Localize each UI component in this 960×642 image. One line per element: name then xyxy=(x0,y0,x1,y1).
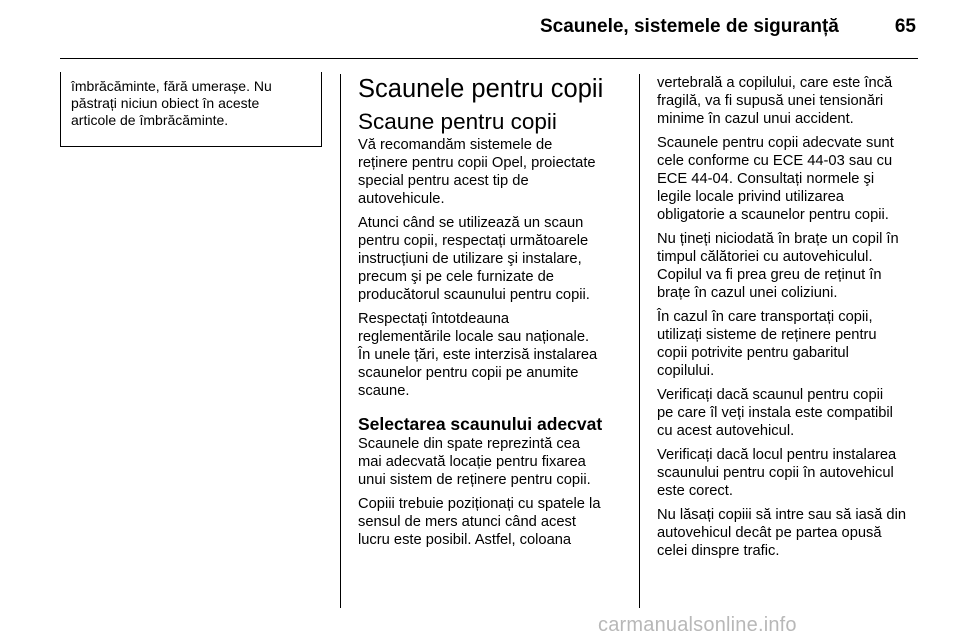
header-rule xyxy=(60,58,918,59)
text-line: În unele țări, este interzisă instalarea xyxy=(358,347,598,363)
paragraph xyxy=(358,310,628,400)
text-line: precum şi pe cele furnizate de xyxy=(358,269,554,285)
text-line: Nu lăsați copiii să intre sau să iasă din xyxy=(657,507,906,523)
header-title: Scaunele, sistemele de siguranță xyxy=(540,16,839,37)
page-number: 65 xyxy=(894,16,916,37)
text-line: instrucțiuni de utilizare şi instalare, xyxy=(358,251,582,267)
text-line: vertebrală a copilului, care este încă xyxy=(657,75,893,91)
text-line: brațe în cazul unei coliziuni. xyxy=(657,285,838,301)
text-line: scaune. xyxy=(358,383,410,399)
text-line: pe care îl veți instala este compatibil xyxy=(657,405,893,421)
text-line: pentru copii, respectați următoarele xyxy=(358,233,589,249)
text-line: mai adecvată locație pentru fixarea xyxy=(358,454,586,470)
text-line: utilizați sisteme de reținere pentru xyxy=(657,327,877,343)
text-line: Nu țineți niciodată în brațe un copil în xyxy=(657,231,899,247)
paragraph xyxy=(358,136,628,208)
text-line: copilului. xyxy=(657,363,715,379)
text-line: producătorul scaunului pentru copii. xyxy=(358,287,590,303)
subheading: Selectarea scaunului adecvat xyxy=(358,414,603,434)
text-line: ECE 44-04. Consultați normele şi xyxy=(657,171,875,187)
text-line: Copilul va fi prea greu de reținut în xyxy=(657,267,882,283)
text-line: Vă recomandăm sistemele de xyxy=(358,137,553,153)
text-line: În cazul în care transportați copii, xyxy=(657,309,873,325)
text-line: cu acest autovehicul. xyxy=(657,423,795,439)
text-line: Scaunele din spate reprezintă cea xyxy=(358,436,581,452)
column-divider xyxy=(639,74,640,608)
page-header xyxy=(0,16,916,38)
subsection-title: Scaune pentru copii xyxy=(358,109,557,134)
text-line: Copiii trebuie poziționați cu spatele la xyxy=(358,496,601,512)
text-line: cele conforme cu ECE 44-03 sau cu xyxy=(657,153,893,169)
text-line: este corect. xyxy=(657,483,733,499)
text-line: timpul călătoriei cu autovehiculul. xyxy=(657,249,873,265)
text-line: autovehicul decât pe partea opusă xyxy=(657,525,882,541)
text-line: minime în cazul unui accident. xyxy=(657,111,854,127)
text-line: scaunelor pentru copii pe anumite xyxy=(358,365,579,381)
paragraph xyxy=(657,506,927,560)
paragraph xyxy=(657,386,927,440)
text-line: unui sistem de reținere pentru copii. xyxy=(358,472,591,488)
watermark: carmanualsonline.info xyxy=(598,614,797,636)
column-3 xyxy=(657,74,927,566)
text-line: lucru este posibil. Astfel, coloana xyxy=(358,532,572,548)
text-line: obligatorie a scaunelor pentru copii. xyxy=(657,207,889,223)
note-line: îmbrăcăminte, fără umerașe. Nu xyxy=(71,78,272,94)
text-line: fragilă, va fi supusă unei tensionări xyxy=(657,93,884,109)
text-line: Verificați dacă scaunul pentru copii xyxy=(657,387,884,403)
paragraph xyxy=(657,446,927,500)
paragraph xyxy=(358,495,628,549)
text-line: Atunci când se utilizează un scaun xyxy=(358,215,584,231)
paragraph xyxy=(657,74,927,128)
section-title: Scaunele pentru copii xyxy=(358,75,604,103)
text-line: reglementările locale sau naționale. xyxy=(358,329,590,345)
column-divider xyxy=(340,74,341,608)
paragraph xyxy=(657,308,927,380)
note-line: articole de îmbrăcăminte. xyxy=(71,112,229,128)
text-line: scaunului pentru copii în autovehicul xyxy=(657,465,894,481)
text-line: Respectați întotdeauna xyxy=(358,311,510,327)
paragraph xyxy=(657,230,927,302)
paragraph xyxy=(657,134,927,224)
text-line: celei dinspre trafic. xyxy=(657,543,780,559)
text-line: autovehicule. xyxy=(358,191,445,207)
text-line: reținere pentru copii Opel, proiectate xyxy=(358,155,596,171)
column-2 xyxy=(358,74,628,555)
text-line: legile locale privind utilizarea xyxy=(657,189,844,205)
paragraph xyxy=(358,435,628,489)
text-line: Verificați dacă locul pentru instalarea xyxy=(657,447,897,463)
text-line: sensul de mers atunci când acest xyxy=(358,514,576,530)
text-line: special pentru acest tip de xyxy=(358,173,529,189)
note-box xyxy=(60,72,322,147)
text-line: copii potrivite pentru gabaritul xyxy=(657,345,849,361)
text-line: Scaunele pentru copii adecvate sunt xyxy=(657,135,894,151)
paragraph xyxy=(358,214,628,304)
note-line: păstrați niciun obiect în aceste xyxy=(71,95,260,111)
